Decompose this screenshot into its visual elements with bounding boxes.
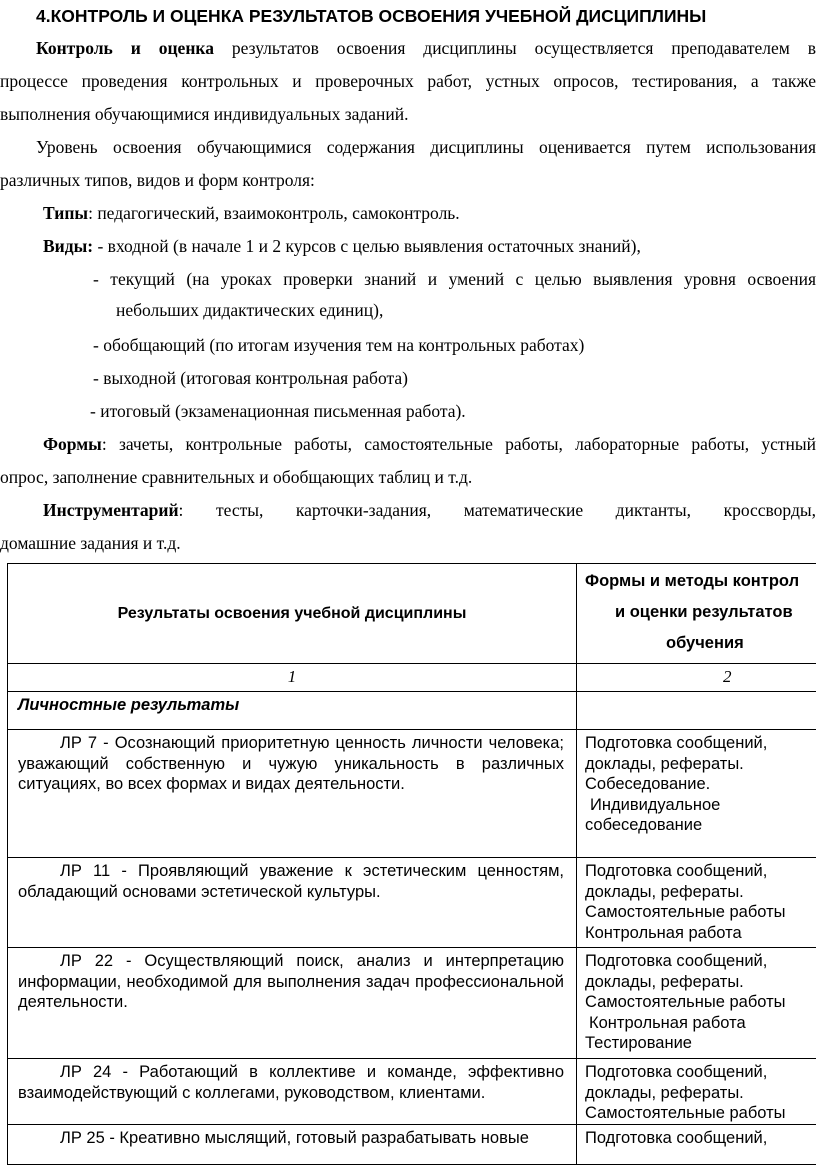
methods-cell <box>577 858 816 948</box>
method-item: Самостоятельные работы <box>585 902 816 923</box>
intro-line-3: выполнения обучающимися индивидуальных заданий. <box>0 102 409 126</box>
header-methods-line-2: и оценки результатов <box>577 597 816 628</box>
header-results: Результаты освоения учебной дисциплины <box>8 564 577 664</box>
method-item: Самостоятельные работы <box>585 1103 816 1124</box>
kinds-item-3: - обобщающий (по итогам изучения тем на контрольных работах) <box>93 333 584 357</box>
result-text: ЛР 11 - Проявляющий уважение к эстетическим ценностям, обладающий основами эстетической культуры. <box>18 862 564 901</box>
method-item: доклады, рефераты. <box>585 972 816 993</box>
column-number-1: 1 <box>8 664 577 692</box>
tools-text: : тесты, карточки-задания, математические диктанты, кроссворды, <box>179 500 816 520</box>
kinds-line-1 <box>43 234 641 258</box>
header-methods-line-1: Формы и методы контрол <box>577 566 816 597</box>
types-label: Типы <box>43 203 88 223</box>
method-item: Подготовка сообщений, <box>585 1062 816 1083</box>
table-row <box>8 1125 816 1165</box>
level-line-1: Уровень освоения обучающимися содержания дисциплины оценивается путем использования <box>36 135 816 159</box>
intro-bold: Контроль и оценка <box>36 38 214 58</box>
result-cell <box>8 948 577 1059</box>
column-number-row <box>8 664 816 692</box>
kinds-item-5: - итоговый (экзаменационная письменная работа). <box>90 399 466 423</box>
method-item: доклады, рефераты. <box>585 1083 816 1104</box>
method-item: доклады, рефераты. <box>585 754 816 775</box>
intro-line-1 <box>36 36 816 60</box>
result-text: ЛР 25 - Креативно мыслящий, готовый разрабатывать новые <box>60 1129 529 1147</box>
types-text: : педагогический, взаимоконтроль, самоконтроль. <box>88 203 460 223</box>
level-line-2: различных типов, видов и форм контроля: <box>0 168 315 192</box>
method-item: Подготовка сообщений, <box>585 951 816 972</box>
forms-text: : зачеты, контрольные работы, самостоятельные работы, лабораторные работы, устный <box>102 434 816 454</box>
types-line <box>43 201 460 225</box>
method-item: Подготовка сообщений, <box>585 1128 816 1149</box>
methods-cell <box>577 1125 816 1165</box>
forms-label: Формы <box>43 434 102 454</box>
tools-label: Инструментарий <box>43 500 179 520</box>
result-text: ЛР 24 - Работающий в коллективе и команде, эффективно взаимодействующий с коллегами, руководством, клиентами. <box>18 1063 564 1102</box>
method-item: Тестирование <box>585 1033 816 1054</box>
methods-cell <box>577 730 816 858</box>
header-methods-line-3: обучения <box>577 628 816 659</box>
kinds-label: Виды: <box>43 236 93 256</box>
header-methods <box>577 564 816 664</box>
method-item: Подготовка сообщений, <box>585 861 816 882</box>
forms-line-1 <box>43 432 816 456</box>
kinds-item-4: - выходной (итоговая контрольная работа) <box>93 366 408 390</box>
section-empty-cell <box>577 692 816 730</box>
kinds-item-1: - входной (в начале 1 и 2 курсов с целью выявления остаточных знаний), <box>97 236 640 256</box>
result-text: ЛР 22 - Осуществляющий поиск, анализ и интерпретацию информации, необходимой для выполнения задач профессиональной деятельности. <box>18 952 564 1011</box>
results-table <box>7 563 816 1165</box>
intro-line-2: процессе проведения контрольных и проверочных работ, устных опросов, тестирования, а также <box>0 69 816 93</box>
table-row <box>8 730 816 858</box>
table-header-row <box>8 564 816 664</box>
section-heading: 4.КОНТРОЛЬ И ОЦЕНКА РЕЗУЛЬТАТОВ ОСВОЕНИЯ УЧЕБНОЙ ДИСЦИПЛИНЫ <box>36 4 816 28</box>
kinds-item-2: - текущий (на уроках проверки знаний и умений с целью выявления уровня освоения <box>93 267 816 291</box>
table-row <box>8 948 816 1059</box>
table-row <box>8 858 816 948</box>
tools-line-1 <box>43 498 816 522</box>
method-item: Самостоятельные работы <box>585 992 816 1013</box>
table-row <box>8 1059 816 1125</box>
method-item: Индивидуальное <box>585 795 816 816</box>
method-item: доклады, рефераты. <box>585 882 816 903</box>
methods-cell <box>577 1059 816 1125</box>
method-item: Контрольная работа <box>585 1013 816 1034</box>
method-item: собеседование <box>585 815 816 836</box>
result-cell <box>8 1059 577 1125</box>
column-number-2: 2 <box>577 664 816 692</box>
result-cell <box>8 730 577 858</box>
section-personal-results: Личностные результаты <box>8 692 577 730</box>
result-cell <box>8 858 577 948</box>
methods-cell <box>577 948 816 1059</box>
tools-line-2: домашние задания и т.д. <box>0 531 181 555</box>
method-item: Контрольная работа <box>585 923 816 944</box>
result-text: ЛР 7 - Осознающий приоритетную ценность личности человека; уважающий собственную и чужую уникальность в различных ситуациях, во всех формах и видах деятельности. <box>18 734 564 793</box>
result-cell <box>8 1125 577 1165</box>
intro-line-1-text: результатов освоения дисциплины осуществляется преподавателем в <box>232 38 816 58</box>
forms-line-2: опрос, заполнение сравнительных и обобщающих таблиц и т.д. <box>0 465 472 489</box>
section-row <box>8 692 816 730</box>
kinds-item-2-cont: небольших дидактических единиц), <box>116 298 383 322</box>
method-item: Собеседование. <box>585 774 816 795</box>
method-item: Подготовка сообщений, <box>585 733 816 754</box>
